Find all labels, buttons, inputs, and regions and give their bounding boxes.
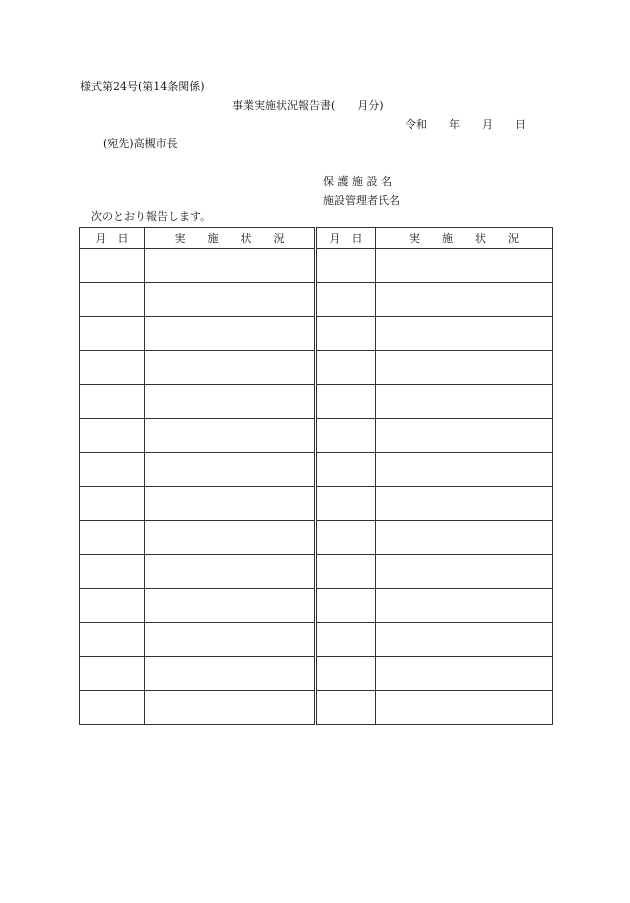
status-cell-right bbox=[376, 453, 553, 487]
column-header-status-left: 実 施 状 況 bbox=[145, 228, 316, 249]
status-cell-left bbox=[145, 419, 316, 453]
status-cell-right bbox=[376, 317, 553, 351]
date-cell-left bbox=[80, 385, 145, 419]
status-cell-left bbox=[145, 657, 316, 691]
status-cell-right bbox=[376, 487, 553, 521]
date-cell-right bbox=[316, 691, 376, 725]
status-cell-right bbox=[376, 623, 553, 657]
status-cell-right bbox=[376, 283, 553, 317]
date-cell-left bbox=[80, 249, 145, 283]
intro-text: 次のとおり報告します。 bbox=[91, 210, 212, 223]
date-cell-right bbox=[316, 249, 376, 283]
table-row bbox=[80, 317, 553, 351]
table-header-row bbox=[80, 228, 553, 249]
date-cell-right bbox=[316, 351, 376, 385]
status-cell-left bbox=[145, 487, 316, 521]
table-row bbox=[80, 555, 553, 589]
facility-name-label: 保 護 施 設 名 bbox=[323, 175, 392, 188]
status-cell-right bbox=[376, 589, 553, 623]
status-cell-left bbox=[145, 453, 316, 487]
column-header-status-right: 実 施 状 況 bbox=[376, 228, 553, 249]
table-row bbox=[80, 589, 553, 623]
date-cell-left bbox=[80, 589, 145, 623]
date-cell-right bbox=[316, 555, 376, 589]
status-cell-right bbox=[376, 691, 553, 725]
date-cell-left bbox=[80, 453, 145, 487]
date-cell-right bbox=[316, 623, 376, 657]
date-cell-right bbox=[316, 385, 376, 419]
addressee: (宛先)高槻市長 bbox=[103, 137, 178, 150]
date-cell-left bbox=[80, 691, 145, 725]
status-cell-right bbox=[376, 249, 553, 283]
date-cell-left bbox=[80, 521, 145, 555]
status-cell-right bbox=[376, 521, 553, 555]
date-cell-left bbox=[80, 283, 145, 317]
date-cell-right bbox=[316, 317, 376, 351]
table-row bbox=[80, 419, 553, 453]
date-cell-right bbox=[316, 521, 376, 555]
date-line: 令和 年 月 日 bbox=[405, 118, 526, 131]
table-row bbox=[80, 691, 553, 725]
date-cell-right bbox=[316, 283, 376, 317]
status-cell-left bbox=[145, 555, 316, 589]
column-header-date-left: 月 日 bbox=[80, 228, 145, 249]
date-cell-left bbox=[80, 351, 145, 385]
status-cell-left bbox=[145, 623, 316, 657]
status-cell-right bbox=[376, 555, 553, 589]
table-body bbox=[80, 249, 553, 725]
table-row bbox=[80, 351, 553, 385]
report-table bbox=[79, 227, 553, 725]
date-cell-right bbox=[316, 487, 376, 521]
date-cell-right bbox=[316, 657, 376, 691]
table-row bbox=[80, 487, 553, 521]
date-cell-left bbox=[80, 623, 145, 657]
status-cell-left bbox=[145, 589, 316, 623]
status-cell-right bbox=[376, 351, 553, 385]
date-cell-left bbox=[80, 487, 145, 521]
document-title: 事業実施状況報告書( 月分) bbox=[232, 99, 384, 112]
table-row bbox=[80, 385, 553, 419]
status-cell-left bbox=[145, 249, 316, 283]
date-cell-left bbox=[80, 657, 145, 691]
status-cell-right bbox=[376, 657, 553, 691]
status-cell-left bbox=[145, 691, 316, 725]
manager-name-label: 施設管理者氏名 bbox=[323, 194, 400, 207]
table-row bbox=[80, 283, 553, 317]
status-cell-left bbox=[145, 283, 316, 317]
status-cell-left bbox=[145, 317, 316, 351]
table-row bbox=[80, 657, 553, 691]
table-row bbox=[80, 453, 553, 487]
column-header-date-right: 月 日 bbox=[316, 228, 376, 249]
status-cell-right bbox=[376, 385, 553, 419]
table-row bbox=[80, 521, 553, 555]
date-cell-left bbox=[80, 317, 145, 351]
status-cell-left bbox=[145, 521, 316, 555]
status-cell-left bbox=[145, 385, 316, 419]
date-cell-left bbox=[80, 419, 145, 453]
date-cell-right bbox=[316, 453, 376, 487]
date-cell-right bbox=[316, 419, 376, 453]
date-cell-right bbox=[316, 589, 376, 623]
table-row bbox=[80, 623, 553, 657]
form-number: 様式第24号(第14条関係) bbox=[80, 80, 205, 93]
date-cell-left bbox=[80, 555, 145, 589]
status-cell-left bbox=[145, 351, 316, 385]
status-cell-right bbox=[376, 419, 553, 453]
table-row bbox=[80, 249, 553, 283]
